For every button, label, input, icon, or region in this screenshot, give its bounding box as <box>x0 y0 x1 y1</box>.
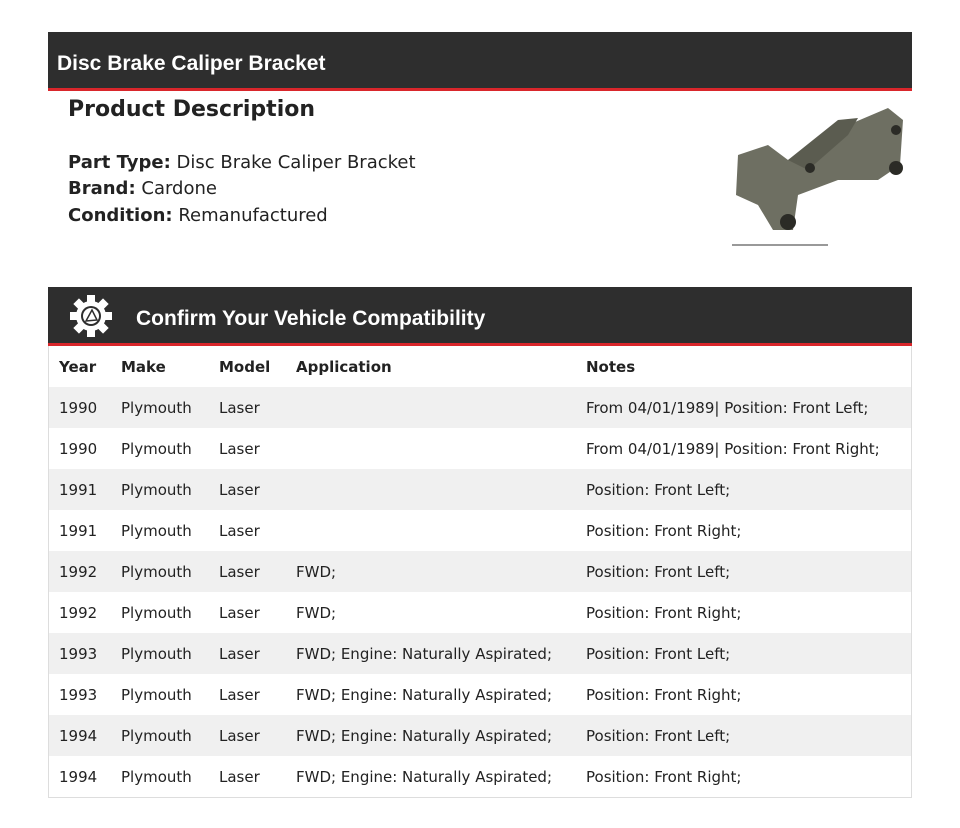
cell-notes: From 04/01/1989| Position: Front Right; <box>586 439 880 458</box>
col-application: Application <box>296 357 392 376</box>
gear-icon <box>70 295 112 337</box>
cell-year: 1990 <box>49 387 112 428</box>
cell-application: FWD; Engine: Naturally Aspirated; <box>286 715 576 756</box>
cell-notes: Position: Front Right; <box>586 767 742 786</box>
cell-application: FWD; <box>286 551 576 592</box>
cell-make: Plymouth <box>121 521 192 540</box>
cell-application: FWD; Engine: Naturally Aspirated; <box>286 633 576 674</box>
col-make: Make <box>121 357 166 376</box>
table-row <box>49 633 912 674</box>
cell-application <box>286 428 576 469</box>
table-row <box>49 551 912 592</box>
cell-make: Plymouth <box>121 603 192 622</box>
product-image <box>728 100 908 250</box>
cell-notes: Position: Front Left; <box>576 551 912 592</box>
cell-year: 1992 <box>49 551 112 592</box>
cell-application <box>286 469 576 510</box>
cell-application <box>286 510 576 551</box>
part-type: Part Type: Disc Brake Caliper Bracket <box>68 152 416 173</box>
compatibility-title: Confirm Your Vehicle Compatibility <box>136 307 486 330</box>
cell-application: FWD; Engine: Naturally Aspirated; <box>296 767 553 786</box>
cell-year: 1994 <box>49 715 112 756</box>
title-bar <box>48 32 912 91</box>
description-heading: Product Description <box>68 97 316 122</box>
cell-make: Plymouth <box>111 387 209 428</box>
cell-year: 1990 <box>59 439 98 458</box>
table-row <box>49 428 912 469</box>
cell-model: Laser <box>219 603 260 622</box>
cell-make: Plymouth <box>111 633 209 674</box>
table-row <box>49 674 912 715</box>
cell-year: 1993 <box>59 685 98 704</box>
table-row <box>49 756 912 798</box>
cell-model: Laser <box>209 633 286 674</box>
cell-make: Plymouth <box>121 685 192 704</box>
cell-make: Plymouth <box>111 551 209 592</box>
cell-notes: Position: Front Left; <box>576 633 912 674</box>
col-notes: Notes <box>586 357 636 376</box>
compatibility-table <box>48 346 912 798</box>
table-row <box>49 387 912 428</box>
cell-model: Laser <box>219 767 260 786</box>
page-title: Disc Brake Caliper Bracket <box>57 52 326 75</box>
cell-year: 1994 <box>59 767 98 786</box>
cell-application: FWD; Engine: Naturally Aspirated; <box>296 685 553 704</box>
cell-year: 1991 <box>49 469 112 510</box>
brand: Brand: Cardone <box>68 178 217 199</box>
cell-model: Laser <box>219 439 260 458</box>
cell-model: Laser <box>209 387 286 428</box>
cell-make: Plymouth <box>121 439 192 458</box>
condition: Condition: Remanufactured <box>68 205 328 226</box>
cell-model: Laser <box>219 685 260 704</box>
cell-notes: Position: Front Left; <box>576 715 912 756</box>
cell-make: Plymouth <box>111 469 209 510</box>
cell-year: 1991 <box>59 521 98 540</box>
table-header-row <box>49 346 912 387</box>
compatibility-bar <box>48 287 912 346</box>
col-year: Year <box>59 357 97 376</box>
cell-make: Plymouth <box>121 767 192 786</box>
cell-model: Laser <box>209 469 286 510</box>
cell-notes: From 04/01/1989| Position: Front Left; <box>576 387 912 428</box>
cell-year: 1992 <box>59 603 98 622</box>
cell-model: Laser <box>209 551 286 592</box>
table-row <box>49 592 912 633</box>
cell-year: 1993 <box>49 633 112 674</box>
cell-application: FWD; <box>296 603 337 622</box>
col-model: Model <box>219 357 271 376</box>
cell-model: Laser <box>209 715 286 756</box>
table-row <box>49 469 912 510</box>
cell-model: Laser <box>219 521 260 540</box>
cell-notes: Position: Front Right; <box>586 521 742 540</box>
table-row <box>49 510 912 551</box>
cell-notes: Position: Front Left; <box>576 469 912 510</box>
cell-notes: Position: Front Right; <box>586 685 742 704</box>
cell-notes: Position: Front Right; <box>586 603 742 622</box>
cell-application <box>286 387 576 428</box>
cell-make: Plymouth <box>111 715 209 756</box>
table-row <box>49 715 912 756</box>
